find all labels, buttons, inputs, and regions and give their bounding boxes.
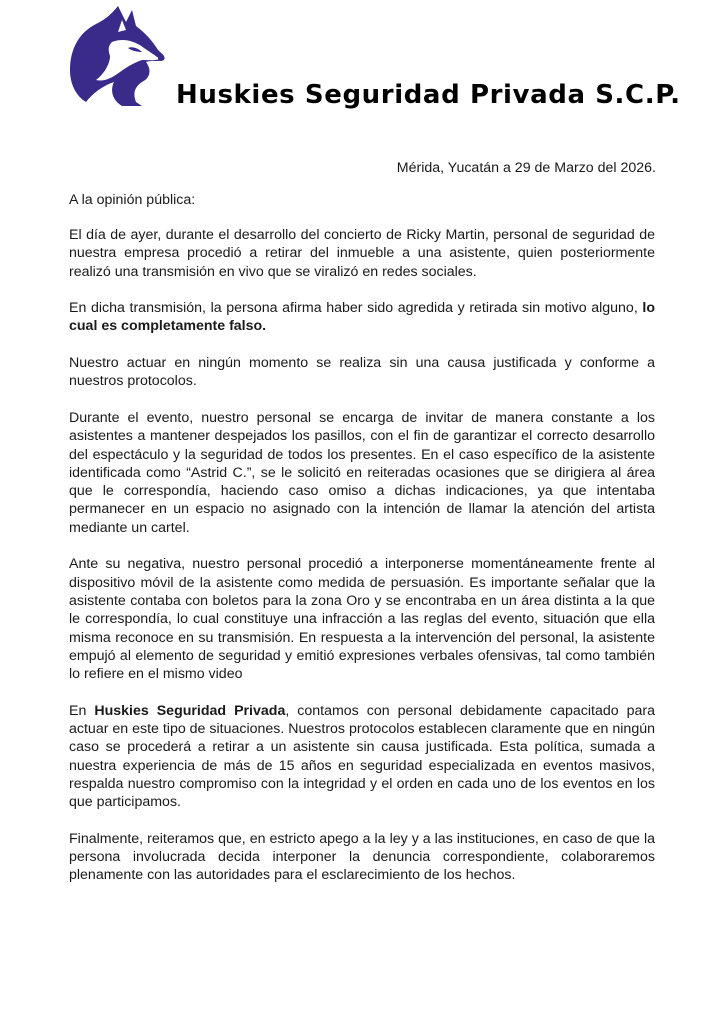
husky-head-logo-icon [66,2,170,106]
paragraph-text: En dicha transmisión, la persona afirma haber sido agredida y retirada sin motivo alguno, [69,300,643,317]
paragraph-text: Durante el evento, nuestro personal se encarga de invitar de manera constante a los asistentes a mantener despejados los pasillos, con el fin de garantizar el correcto desarrollo del espectáculo y la seguridad de todos los presentes. En el caso específico de la asistente identificada como “Astrid C.”, se le solicitó en reiteradas ocasiones que se dirigiera al área que le correspondía, haciendo caso omiso a dichas indicaciones, ya que intentaba permanecer en un espacio no asignado con la intención de llamar la atención del artista mediante un cartel. [69,409,655,536]
paragraph-incident [69,555,655,683]
bold-company-name: Huskies Seguridad Privada [94,702,286,719]
paragraph-text: El día de ayer, durante el desarrollo del concierto de Ricky Martin, personal de seguridad de nuestra empresa procedió a retirar del inmueble a una asistente, quien posteriormente realizó una transmisión en vivo que se viralizó en redes sociales. [69,227,655,280]
paragraph-company [69,702,655,812]
company-name: Huskies Seguridad Privada S.C.P. [176,80,681,110]
salutation: A la opinión pública: [69,192,196,208]
paragraph-conduct [69,354,655,391]
place-date: Mérida, Yucatán a 29 de Marzo del 2026. [396,160,656,176]
paragraph-event [69,409,655,537]
paragraph-claim [69,299,655,336]
paragraph-intro [69,226,655,281]
bold-denial: lo cual es completamente falso. [69,300,655,335]
paragraph-text: Nuestro actuar en ningún momento se realiza sin una causa justificada y conforme a nuestros protocolos. [69,355,655,390]
paragraph-text: , contamos con personal debidamente capacitado para actuar en este tipo de situaciones. Nuestros protocolos establecen claramente que en ningún caso se procederá a retirar a un asistente sin causa justificada. Esta política, sumada a nuestra experiencia de más de 15 años en seguridad especializada en eventos masivos, respalda nuestro compromiso con la integridad y el orden en cada uno de los eventos en los que participamos. [69,702,655,811]
paragraph-text: Ante su negativa, nuestro personal procedió a interponerse momentáneamente frente al dispositivo móvil de la asistente como medida de persuasión. Es importante señalar que la asistente contaba con boletos para la zona Oro y se encontraba en un área distinta a la que le correspondía, lo cual constituye una infracción a las reglas del evento, situación que ella misma reconoce en su transmisión. En respuesta a la intervención del personal, la asistente empujó al elemento de seguridad y emitió expresiones verbales ofensivas, tal como también lo refiere en el mismo video [69,556,655,683]
paragraph-text: Finalmente, reiteramos que, en estricto apego a la ley y a las instituciones, en caso de que la persona involucrada decida interponer la denuncia correspondiente, colaboraremos plenamente con las autoridades para el esclarecimiento de los hechos. [69,830,655,884]
paragraph-prefix: En [69,702,95,719]
paragraph-closing [69,830,655,885]
letter-body [69,226,655,903]
